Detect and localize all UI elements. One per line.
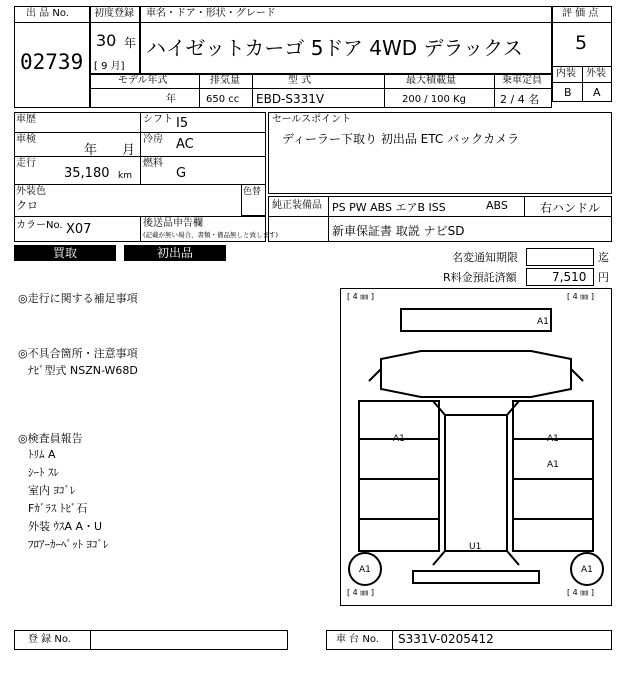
warranty-text: 新車保証書 取説 ナビSD: [332, 224, 465, 238]
equipment-abs: ABS: [486, 199, 508, 212]
chassis-number-value: S331V-0205412: [398, 632, 494, 646]
shift-value: I5: [176, 116, 189, 131]
car-name-label: 車名・ドア・形状・グレード: [146, 8, 276, 19]
first-registration-year: 30: [96, 31, 117, 50]
fuel-value: G: [176, 166, 187, 181]
inspection-month: 月: [122, 143, 136, 158]
rear-bumper-shape: [413, 571, 539, 583]
inspector-line: ﾄﾘﾑ A: [28, 448, 56, 461]
name-change-unit: 迄: [598, 251, 609, 264]
tire-depth-rear-right: [ 4 ㎜ ]: [567, 588, 594, 597]
buy-badge: 買取: [14, 245, 116, 261]
score-value: 5: [575, 32, 588, 54]
history-label: 車歴: [16, 114, 36, 125]
front-face-shape: [381, 351, 571, 397]
name-change-value-box: [526, 248, 594, 266]
capacity-label: 乗車定員: [502, 75, 542, 86]
score-label: 評 価 点: [562, 8, 599, 19]
shift-label: シフト: [143, 114, 173, 125]
equipment-label: 純正装備品: [272, 200, 322, 211]
fuel-label: 燃料: [143, 158, 163, 169]
damage-mark-left-side: A1: [393, 434, 405, 444]
ac-value: AC: [176, 137, 194, 152]
interior-grade: B: [564, 86, 572, 99]
first-listing-badge: 初出品: [124, 245, 226, 261]
color-no-label: カラーNo.: [16, 220, 63, 231]
year-unit: 年: [124, 36, 137, 50]
inspector-line: 外装 ｳｽA A・U: [28, 520, 103, 533]
lot-number-label: 出 品 No.: [26, 8, 69, 19]
max-load-value: 200 / 100 Kg: [402, 94, 466, 105]
name-change-label: 名変通知期限: [452, 251, 518, 264]
damage-mark-front: A1: [537, 317, 549, 327]
defects-title: ◎不具合箇所・注意事項: [18, 347, 138, 360]
front-bumper-shape: [401, 309, 551, 331]
interior-label: 内装: [556, 68, 576, 79]
ac-label: 冷房: [143, 134, 163, 145]
displacement-label: 排気量: [210, 75, 240, 86]
lot-number: 02739: [20, 50, 84, 74]
tire-depth-front-left: [ 4 ㎜ ]: [347, 292, 374, 301]
vehicle-diagram-drawing: [341, 289, 611, 605]
inspection-year: 年: [84, 143, 98, 158]
mileage-label: 走行: [16, 158, 36, 169]
damage-mark-roof: U1: [469, 542, 482, 552]
mileage-unit: km: [118, 171, 132, 181]
damage-mark-wheel-right: A1: [581, 565, 593, 575]
capacity-value: 2 / 4 名: [500, 93, 540, 106]
color-no-value: X07: [66, 222, 92, 237]
inspector-title: ◎検査員報告: [18, 432, 83, 445]
color-change-label: 色替: [243, 187, 262, 197]
inspector-line: 室内 ﾖｺﾞﾚ: [28, 484, 76, 497]
damage-mark-right-upper: A1: [547, 434, 559, 444]
recycle-fee-unit: 円: [598, 271, 609, 284]
first-registration-month: [ 9 月]: [94, 61, 125, 72]
tire-depth-front-right: [ 4 ㎜ ]: [567, 292, 594, 301]
left-side-shape: [359, 401, 439, 551]
exterior-color-value: クロ: [16, 199, 38, 212]
car-name: ハイゼットカーゴ 5ドア 4WD デラックス: [146, 36, 523, 60]
driving-notes-title: ◎走行に関する補足事項: [18, 292, 138, 305]
registration-number-label: 登 録 No.: [28, 634, 71, 645]
first-registration-label: 初度登録: [94, 8, 134, 19]
aftermarket-label: 後送品申告欄: [143, 218, 203, 229]
roof-shape: [445, 415, 507, 551]
inspector-line: Fｶﾞﾗｽ ﾄﾋﾞ石: [28, 502, 88, 515]
chassis-number-label: 車 台 No.: [336, 634, 379, 645]
tire-depth-rear-left: [ 4 ㎜ ]: [347, 588, 374, 597]
steering-side: 右ハンドル: [540, 201, 601, 215]
sales-point-label: セールスポイント: [272, 114, 352, 125]
aftermarket-note: (記載が無い場合、書類・備品無しと致します): [143, 231, 279, 239]
inspection-label: 車検: [16, 134, 36, 145]
max-load-label: 最大積載量: [406, 75, 456, 86]
defects-line: ﾅﾋﾞ型式 NSZN-W68D: [28, 364, 138, 377]
exterior-grade: A: [593, 86, 601, 99]
exterior-color-label: 外装色: [16, 186, 46, 197]
damage-mark-wheel-left: A1: [359, 565, 371, 575]
type-value: EBD-S331V: [256, 92, 325, 106]
exterior-label: 外装: [586, 68, 606, 79]
right-side-shape: [513, 401, 593, 551]
vehicle-diagram: [340, 288, 612, 606]
sales-point-text: ディーラー下取り 初出品 ETC バックカメラ: [282, 132, 520, 146]
recycle-fee-label: R料金預託済額: [443, 271, 517, 284]
equipment-value: PS PW ABS エアB ISS: [332, 201, 446, 214]
recycle-fee-value: 7,510: [552, 270, 587, 284]
displacement-value: 650 cc: [206, 94, 240, 105]
inspector-line: ﾌﾛｱｰｶｰﾍﾟｯﾄ ﾖｺﾞﾚ: [28, 538, 109, 551]
model-year-value: 年: [166, 94, 176, 105]
type-label: 型 式: [288, 75, 312, 86]
damage-mark-right-lower: A1: [547, 460, 559, 470]
mileage-value: 35,180: [64, 166, 110, 181]
inspector-line: ｼｰﾄ ｽﾚ: [28, 466, 59, 479]
model-year-label: モデル年式: [118, 75, 168, 86]
